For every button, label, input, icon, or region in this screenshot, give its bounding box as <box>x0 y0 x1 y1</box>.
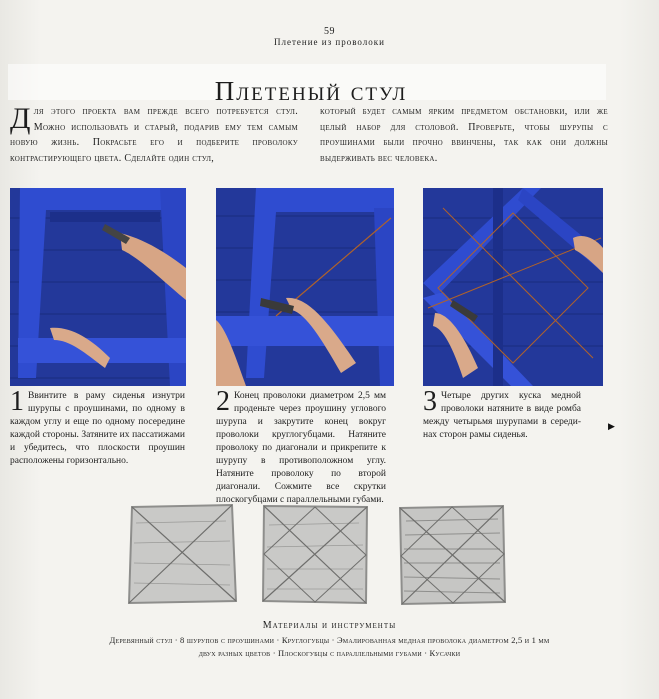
step-3-photo <box>423 188 603 386</box>
step-3 <box>423 386 581 442</box>
step-1-number: 1 <box>10 386 24 417</box>
step-1-photo <box>10 188 186 386</box>
materials-line-1: Деревянный стул · 8 шурупов с проушинами · Круглогубцы · Эмалированная медная проволока диаметром 2,5 и 1 мм <box>109 635 550 645</box>
sketch-seat-diagonals <box>126 503 238 607</box>
continue-arrow-icon: ▶ <box>608 421 615 431</box>
step-2-photo <box>216 188 394 386</box>
intro-left-text: ля этого проекта вам прежде всего потребуется стул. Можно использовать и старый, подарив ему тем самым новую жизнь. Покрасьте его и подберите проволоку контрастирующего цвета. Сделайте один стул, <box>10 106 298 164</box>
materials-line-2: двух разных цветов · Плоскогубцы с параллельными губами · Кусачки <box>198 648 461 658</box>
step-3-illustration <box>423 188 603 386</box>
page-title: Плетеный стул <box>214 76 408 107</box>
step-1-illustration <box>10 188 186 386</box>
step-1 <box>10 386 185 468</box>
step-3-number: 3 <box>423 386 437 417</box>
page-number: 59 <box>324 26 335 37</box>
sketch-seat-woven <box>396 503 508 607</box>
intro-right-text: который будет самым ярким предметом обстановки, или же целый набор для столовой. Проверьте, чтобы шурупы с проушинами были прочно ввинчены, так как они должны выдерживать вес человека. <box>320 106 608 164</box>
step-3-text: Четыре других куска медной проволоки натяните в виде ромба между четырьмя шурупами в середи- нах сторон рамы сиденья. <box>423 391 581 440</box>
step-2-text: Конец проволоки диаметром 2,5 мм проденьте через проушину углового шурупа и закрутите конец вокруг проволоки круглогубцами. Натяните проволоку по диагонали и прикрепите к шурупу в противоположном углу. Натяните проволоку по второй диагонали. Сожмите все скрутки плоскогубцами с параллельными губами. <box>216 391 386 505</box>
intro-left-column <box>10 104 298 166</box>
sketch-seat-rhombus <box>259 503 371 607</box>
step-1-text: Ввинтите в раму сиденья изнутри шурупы с проушинами, по одному в каждом углу и еще по одному посередине каждой стороны. Затяните их пассатижами и убедитесь, что плоскости проушин расположены горизонтально. <box>10 391 185 466</box>
step-2 <box>216 386 386 507</box>
running-head: Плетение из проволоки <box>274 37 385 47</box>
drop-cap: Д <box>10 102 31 135</box>
step-2-illustration <box>216 188 394 386</box>
materials-title: Материалы и инструменты <box>262 620 397 631</box>
step-2-number: 2 <box>216 386 230 417</box>
